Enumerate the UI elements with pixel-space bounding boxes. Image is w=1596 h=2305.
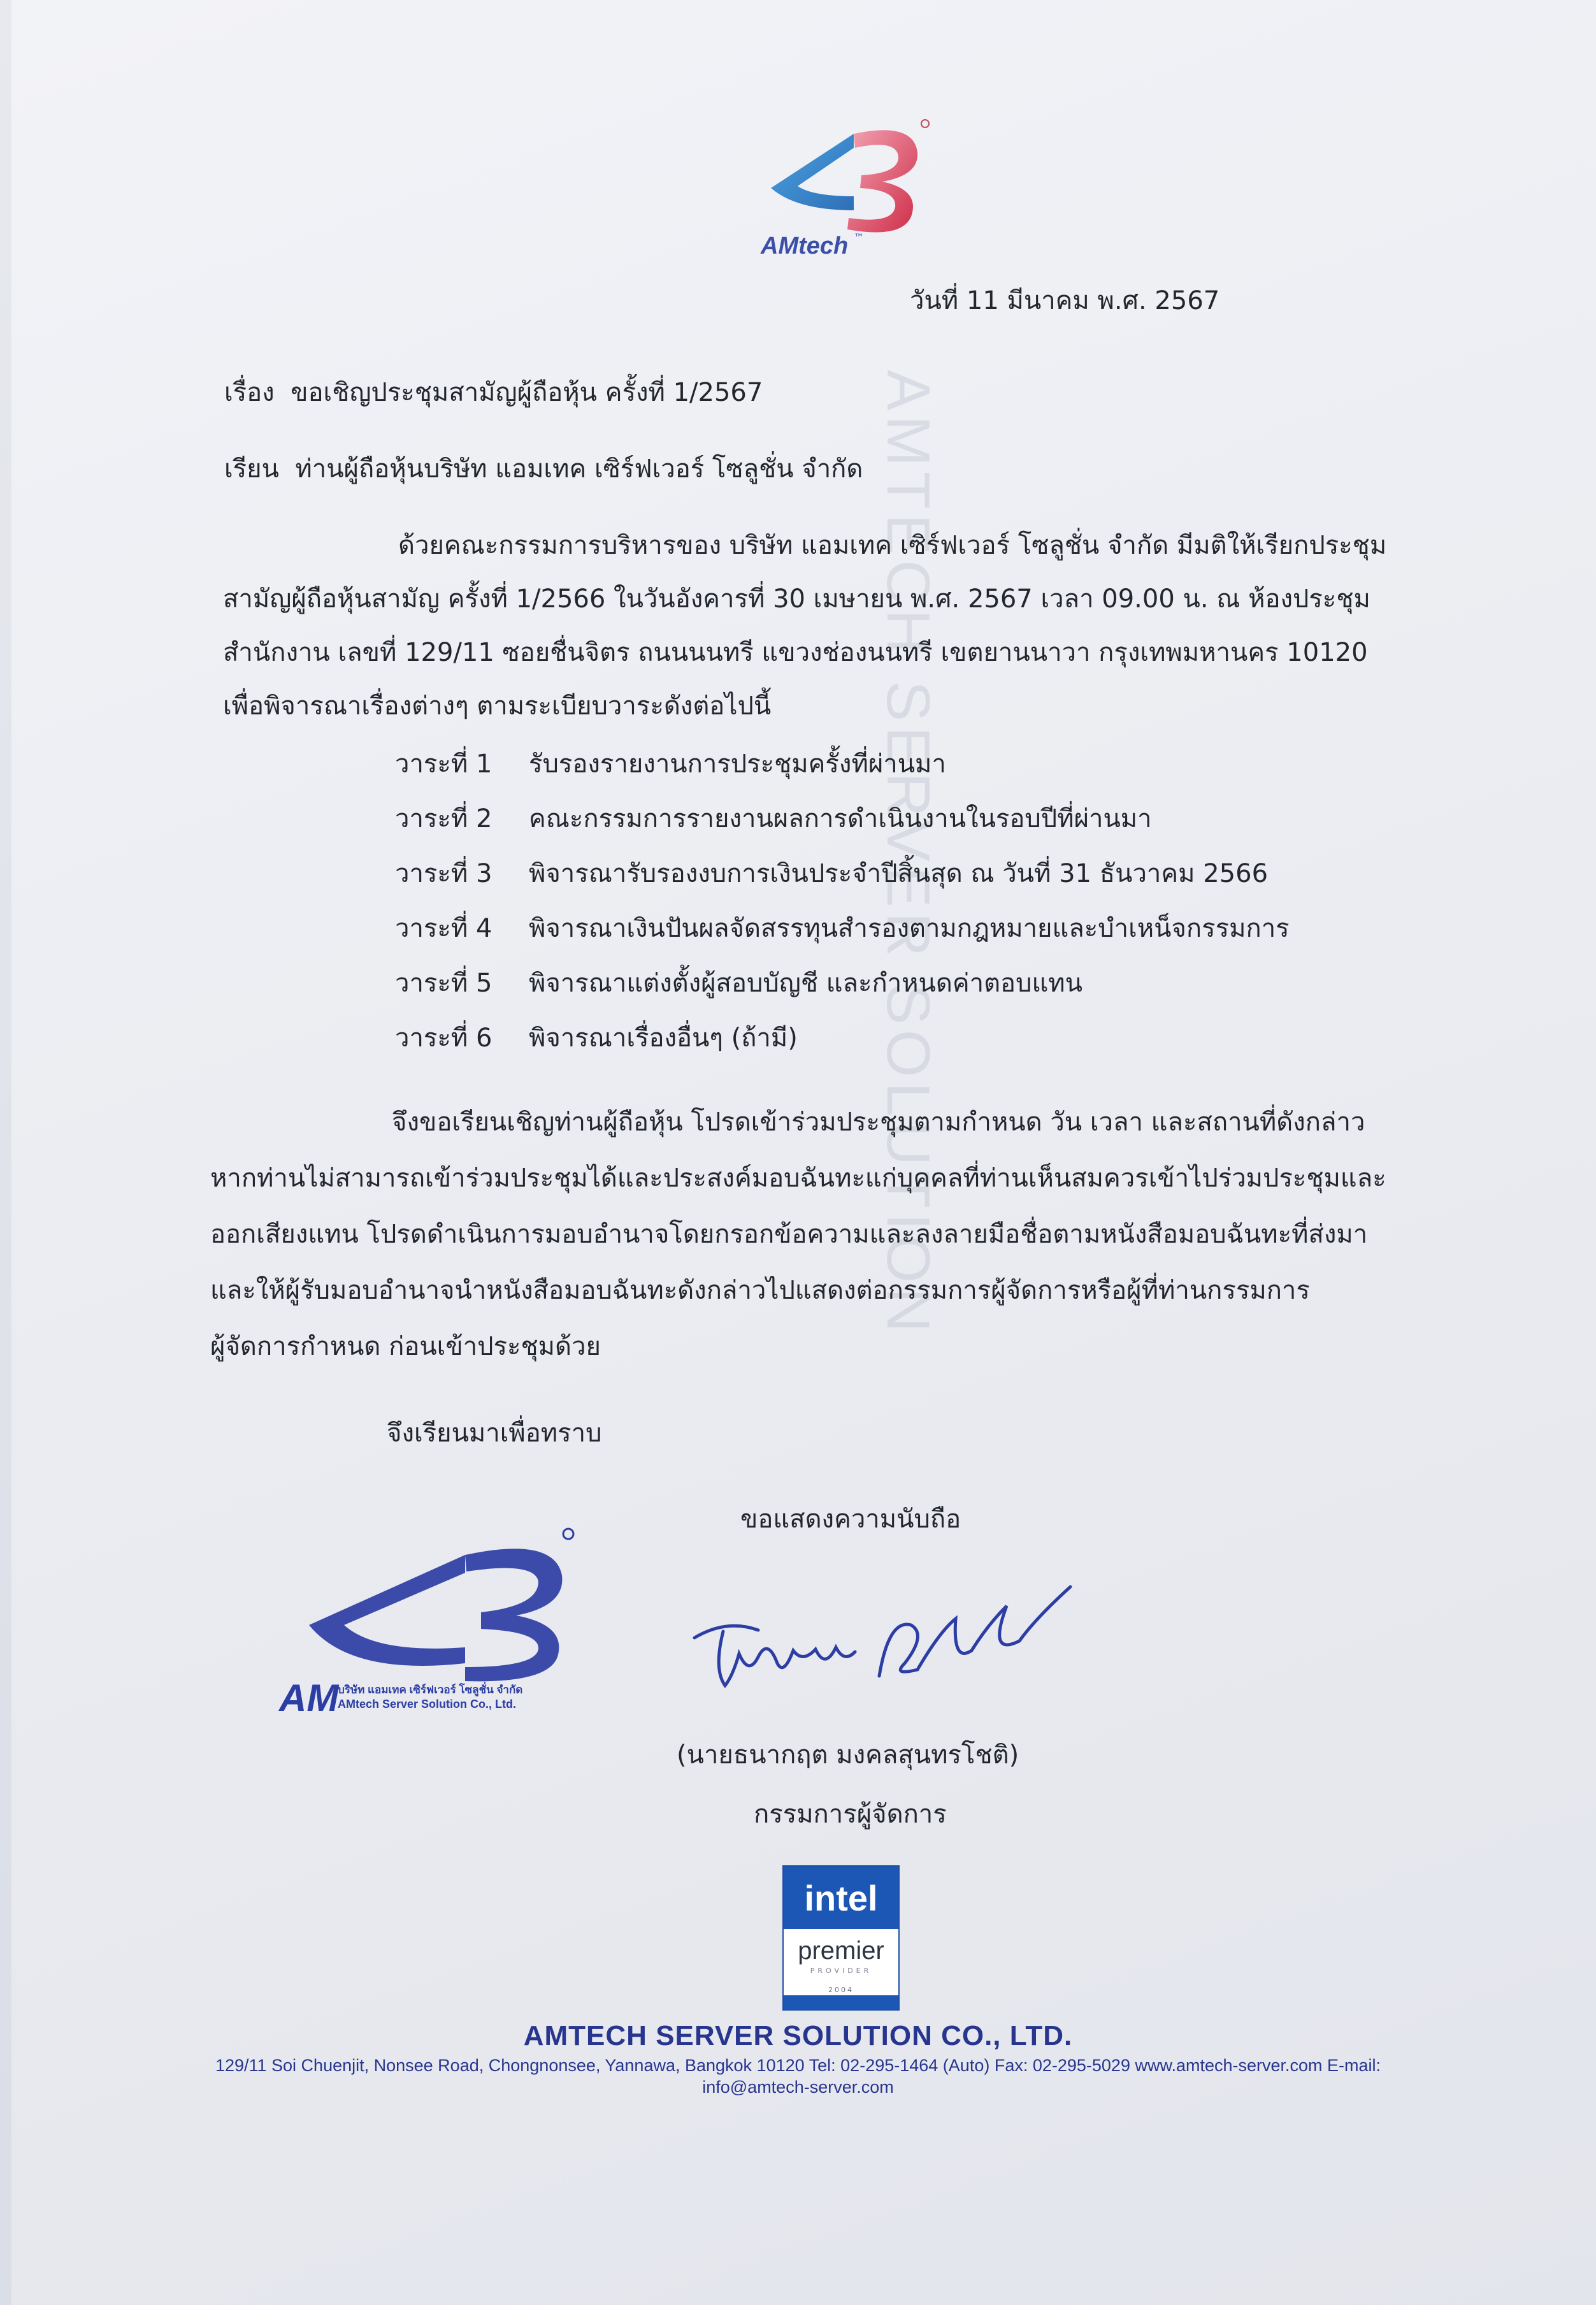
subject-text: ขอเชิญประชุมสามัญผู้ถือหุ้น ครั้งที่ 1/2567 [291,378,763,407]
intel-tier: premier [798,1937,884,1965]
agenda-number: วาระที่ 1 [395,749,492,779]
svg-text:AM: AM [279,1677,339,1719]
agenda-text: พิจารณารับรองงบการเงินประจำปีสิ้นสุด ณ วันที่ 31 ธันวาคม 2566 [529,859,1269,888]
intel-premier-provider-icon [782,1865,900,2011]
handwritten-signature [688,1580,1083,1727]
agenda-number: วาระที่ 3 [395,859,492,888]
agenda-item [395,968,1082,999]
stamp-english-name: AMtech Server Solution Co., Ltd. [338,1698,517,1710]
invite-line: หากท่านไม่สามารถเข้าร่วมประชุมได้และประสงค์มอบฉันทะแก่บุคคลที่ท่านเห็นสมควรเข้าไปร่วมประชุมและ [210,1164,1386,1193]
footer-address-line: 129/11 Soi Chuenjit, Nonsee Road, Chongnonsee, Yannawa, Bangkok 10120 Tel: 02-295-1464 (Auto) Fax: 02-295-5029 www.amtech-server.com E-mail: [215,2056,1381,2075]
regards-line: ขอแสดงความนับถือ [740,1505,961,1534]
intel-brand: intel [784,1867,898,1929]
agenda-number: วาระที่ 2 [395,804,492,834]
agenda-number: วาระที่ 4 [395,914,492,943]
recipient-line [224,454,863,484]
agenda-item [395,913,1290,944]
recipient-label: เรียน [224,454,279,484]
agenda-text: พิจารณาเงินปันผลจัดสรรทุนสำรองตามกฎหมายและบำเหน็จกรรมการ [529,914,1290,943]
footer-company-name: AMTECH SERVER SOLUTION CO., LTD. [523,2020,1073,2051]
agenda-item [395,1023,798,1053]
signatory-name: (นายธนากฤต มงคลสุนทรโชติ) [677,1740,1019,1770]
footer-address [0,2055,1596,2098]
agenda-item [395,858,1268,889]
intel-program: PROVIDER [810,1967,872,1975]
invite-line: และให้ผู้รับมอบอำนาจนำหนังสือมอบฉันทะดังกล่าวไปแสดงต่อกรรมการผู้จัดการหรือผู้ที่ท่านกรรมการ [210,1276,1310,1305]
invite-line: ออกเสียงแทน โปรดดำเนินการมอบอำนาจโดยกรอกข้อความและลงลายมือชื่อตามหนังสือมอบฉันทะที่ส่งมา [210,1220,1368,1249]
invite-line: ผู้จัดการกำหนด ก่อนเข้าประชุมด้วย [210,1332,601,1361]
signatory-title: กรรมการผู้จัดการ [754,1800,947,1829]
subject-label: เรื่อง [224,378,275,407]
watermark-text: AMTECH SERVER SOLUTION [874,370,942,1338]
intel-year: 2004 [828,1986,854,1994]
agenda-item [395,804,1152,834]
stamp-thai-name: บริษัท แอมเทค เซิร์ฟเวอร์ โซลูชั่น จำกัด [338,1684,523,1696]
agenda-number: วาระที่ 6 [395,1023,492,1053]
trademark-mark: ™ [854,231,864,243]
letter-date: วันที่ 11 มีนาคม พ.ศ. 2567 [910,286,1220,315]
intro-line: สามัญผู้ถือหุ้นสามัญ ครั้งที่ 1/2566 ในวันอังคารที่ 30 เมษายน พ.ศ. 2567 เวลา 09.00 น. ณ ห้องประชุม [223,584,1370,614]
recipient-text: ท่านผู้ถือหุ้นบริษัท แอมเทค เซิร์ฟเวอร์ โซลูชั่น จำกัด [295,454,863,484]
agenda-number: วาระที่ 5 [395,969,492,998]
footer-email: info@amtech-server.com [702,2077,894,2097]
agenda-text: คณะกรรมการรายงานผลการดำเนินงานในรอบปีที่ผ่านมา [529,804,1152,834]
intro-line: ด้วยคณะกรรมการบริหารของ บริษัท แอมเทค เซิร์ฟเวอร์ โซลูชั่น จำกัด มีมติให้เรียกประชุม [398,531,1387,560]
agenda-text: รับรองรายงานการประชุมครั้งที่ผ่านมา [529,749,946,779]
amtech-logo [758,115,937,268]
intro-line: เพื่อพิจารณาเรื่องต่างๆ ตามระเบียบวาระดังต่อไปนี้ [223,691,772,721]
amtech-logo-icon [758,115,937,242]
amtech-logo-text: AMtech [761,233,849,259]
closing-line: จึงเรียนมาเพื่อทราบ [387,1419,602,1448]
invite-line: จึงขอเรียนเชิญท่านผู้ถือหุ้น โปรดเข้าร่วมประชุมตามกำหนด วัน เวลา และสถานที่ดังกล่าว [392,1108,1365,1137]
intro-line: สำนักงาน เลขที่ 129/11 ซอยชื่นจิตร ถนนนนทรี แขวงช่องนนทรี เขตยานนาวา กรุงเทพมหานคร 10120 [223,638,1368,667]
subject-line [224,377,763,408]
agenda-text: พิจารณาเรื่องอื่นๆ (ถ้ามี) [529,1023,798,1053]
agenda-text: พิจารณาแต่งตั้งผู้สอบบัญชี และกำหนดค่าตอบแทน [529,969,1082,998]
intel-bar [784,1995,898,2009]
signature-icon [688,1580,1083,1727]
agenda-item [395,749,946,779]
company-stamp [274,1517,605,1727]
